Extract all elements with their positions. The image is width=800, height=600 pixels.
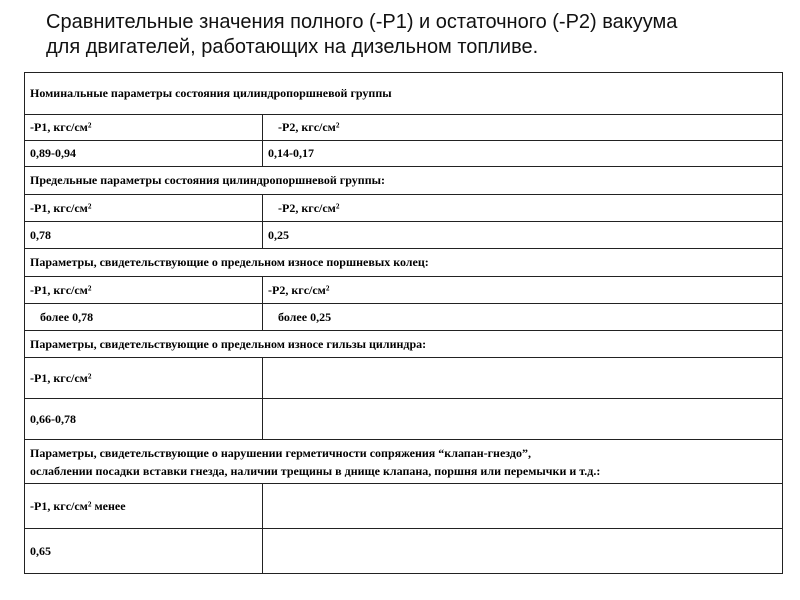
empty-cell [263, 484, 783, 529]
table-row [25, 358, 783, 399]
section-heading-rings-wear: Параметры, свидетельствующие о предельном износе поршневых колец: [25, 249, 783, 277]
p2-label-cell: -Р2, кгс/см² [263, 277, 783, 304]
section-heading-liner-wear: Параметры, свидетельствующие о предельном износе гильзы цилиндра: [25, 331, 783, 358]
section-heading-line2: ослаблении посадки вставки гнезда, наличии трещины в днище клапана, поршня или перемычки и т.д.: [30, 463, 601, 478]
table-row [25, 141, 783, 167]
slide-title-line2: для двигателей, работающих на дизельном топливе. [46, 36, 539, 58]
table-row [25, 331, 783, 358]
p1-label-cell: -Р1, кгс/см² менее [25, 484, 263, 529]
empty-cell [263, 529, 783, 574]
table-row [25, 304, 783, 331]
table-row [25, 529, 783, 574]
table-row [25, 399, 783, 440]
p1-value-cell: 0,66-0,78 [25, 399, 263, 440]
slide-title [46, 10, 786, 60]
table-row [25, 249, 783, 277]
table-row [25, 484, 783, 529]
p1-value-cell: 0,78 [25, 222, 263, 249]
p1-label-cell: -Р1, кгс/см² [25, 277, 263, 304]
table-row [25, 115, 783, 141]
table-row [25, 167, 783, 195]
vacuum-parameters-table [24, 72, 783, 574]
p1-value-cell: 0,89-0,94 [25, 141, 263, 167]
table-row [25, 73, 783, 115]
table-row [25, 440, 783, 484]
section-heading-valve-seal [25, 440, 783, 484]
table-row [25, 195, 783, 222]
p2-value-cell: 0,14-0,17 [263, 141, 783, 167]
table-row [25, 277, 783, 304]
p2-value-cell: 0,25 [263, 222, 783, 249]
p2-label-cell: -Р2, кгс/см² [263, 195, 783, 222]
p1-value-cell: более 0,78 [25, 304, 263, 331]
p1-label-cell: -Р1, кгс/см² [25, 115, 263, 141]
slide-title-line1: Сравнительные значения полного (-Р1) и остаточного (-Р2) вакуума [46, 11, 678, 33]
empty-cell [263, 399, 783, 440]
section-heading-limit: Предельные параметры состояния цилиндропоршневой группы: [25, 167, 783, 195]
section-heading-line1: Параметры, свидетельствующие о нарушении герметичности сопряжения “клапан-гнездо”, [30, 445, 531, 460]
p1-value-cell: 0,65 [25, 529, 263, 574]
table-row [25, 222, 783, 249]
empty-cell [263, 358, 783, 399]
p1-label-cell: -Р1, кгс/см² [25, 358, 263, 399]
p1-label-cell: -Р1, кгс/см² [25, 195, 263, 222]
section-heading-nominal: Номинальные параметры состояния цилиндропоршневой группы [25, 73, 783, 115]
p2-label-cell: -Р2, кгс/см² [263, 115, 783, 141]
p2-value-cell: более 0,25 [263, 304, 783, 331]
